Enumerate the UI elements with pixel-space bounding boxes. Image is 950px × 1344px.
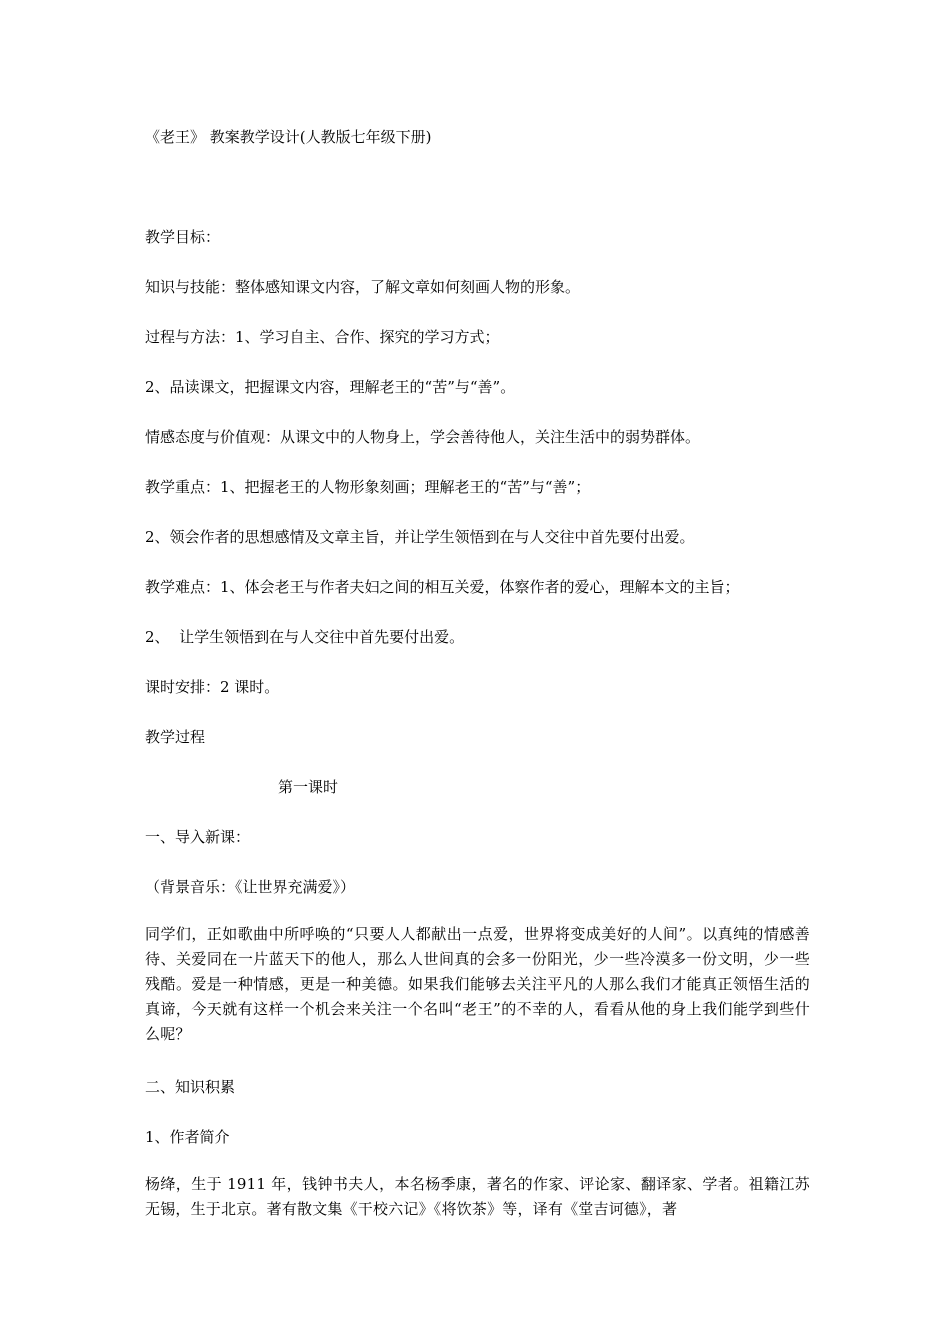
goal-emotion: 情感态度与价值观：从课文中的人物身上，学会善待他人，关注生活中的弱势群体。 [145,428,701,446]
intro-paragraph: 同学们，正如歌曲中所呼唤的“只要人人都献出一点爱，世界将变成美好的人间”。以真纯的情感善待、关爱同在一片蓝天下的他人，那么人世间真的会多一份阳光，少一些冷漠多一份文明，少一些残酷。爱是一种情感，更是一种美德。如果我们能够去关注平凡的人那么我们才能真正领悟生活的真谛，今天就有这样一个机会来关注一个名叫“老王”的不幸的人，看看从他的身上我们能学到些什么呢？ [145,925,810,1043]
goal-process-2: 2、品读课文，把握课文内容，理解老王的“苦”与“善”。 [145,378,516,396]
difficulty-2: 2、 让学生领悟到在与人交往中首先要付出爱。 [145,628,465,646]
author-paragraph: 杨绛，生于 1911 年，钱钟书夫人，本名杨季康，著名的作家、评论家、翻译家、学者。祖籍江苏无锡，生于北京。著有散文集《干校六记》《将饮茶》等，译有《堂吉诃德》，著 [145,1175,810,1218]
difficulty-1: 教学难点：1、体会老王与作者夫妇之间的相互关爱，体察作者的爱心，理解本文的主旨； [145,578,740,596]
key-point-2: 2、领会作者的思想感情及文章主旨，并让学生领悟到在与人交往中首先要付出爱。 [145,528,695,546]
goal-knowledge: 知识与技能：整体感知课文内容，了解文章如何刻画人物的形象。 [145,278,581,296]
process-heading: 教学过程 [145,728,206,746]
background-music: （背景音乐：《让世界充满爱》） [145,878,356,896]
section-one-heading: 一、导入新课： [145,828,251,846]
author-heading: 1、作者简介 [145,1128,230,1146]
schedule: 课时安排：2 课时。 [145,678,280,696]
goals-heading: 教学目标： [145,228,221,246]
section-two-heading: 二、知识积累 [145,1078,236,1096]
lesson-one-heading: 第一课时 [278,778,339,796]
document-title: 《老王》 教案教学设计(人教版七年级下册) [145,128,432,146]
key-point-1: 教学重点：1、把握老王的人物形象刻画；理解老王的“苦”与“善”； [145,478,591,496]
goal-process-1: 过程与方法：1、学习自主、合作、探究的学习方式； [145,328,500,346]
